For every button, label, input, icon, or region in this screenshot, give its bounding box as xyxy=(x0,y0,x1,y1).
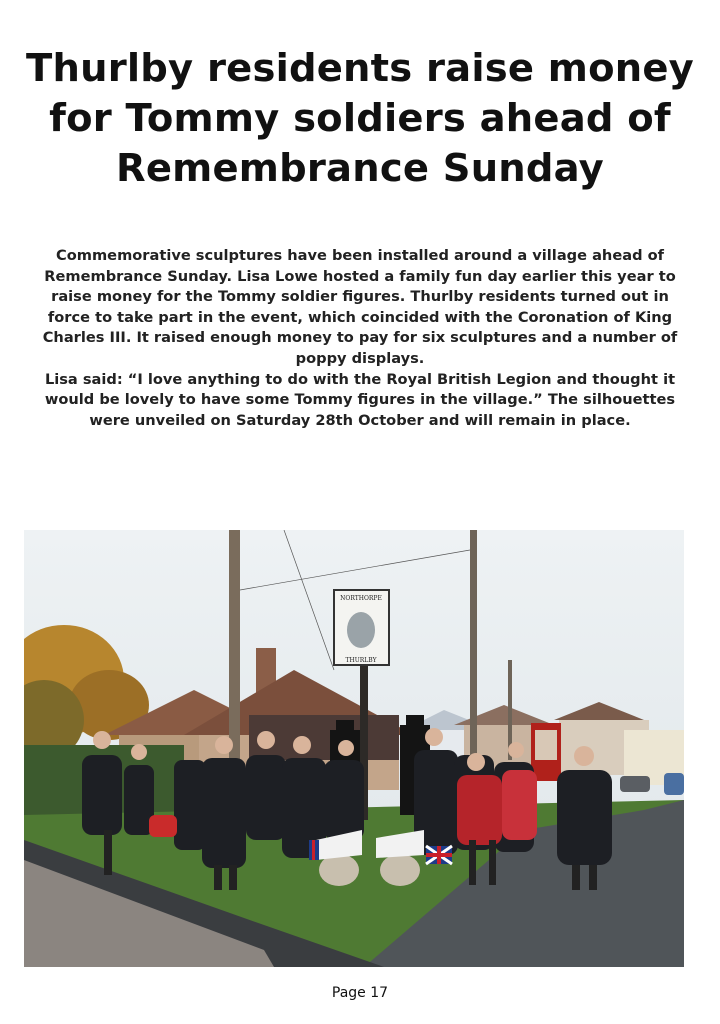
photo-illustration xyxy=(24,530,684,967)
parked-car xyxy=(664,773,684,795)
article-paragraph-2: Lisa said: “I love anything to do with the Royal British Legion and thought it would be lovely to have some Tommy figures in the village.” The silhouettes were unveiled on Saturday 28th October and will remain in place. xyxy=(44,370,676,429)
page-number: Page 17 xyxy=(331,985,389,1001)
sign-text-top: NORTHORPE xyxy=(340,595,382,602)
article-body xyxy=(34,246,686,431)
article-paragraph-1: Commemorative sculptures have been installed around a village ahead of Remembrance Sunday. Lisa Lowe hosted a family fun day earlier this year to raise money for the Tommy soldier figures. Thurlby residents turned out in force to take part in the event, which coincided with the Coronation of King Charles III. It raised enough money to pay for six sculptures and a number of poppy displays. xyxy=(42,247,678,367)
village-group-photo xyxy=(24,530,684,967)
telegraph-pole xyxy=(470,530,477,760)
article-headline: Thurlby residents raise money for Tommy soldiers ahead of Remembrance Sunday xyxy=(26,46,694,191)
sign-text-bottom: THURLBY xyxy=(345,657,377,664)
telegraph-pole xyxy=(229,530,240,765)
parked-car xyxy=(620,776,650,792)
